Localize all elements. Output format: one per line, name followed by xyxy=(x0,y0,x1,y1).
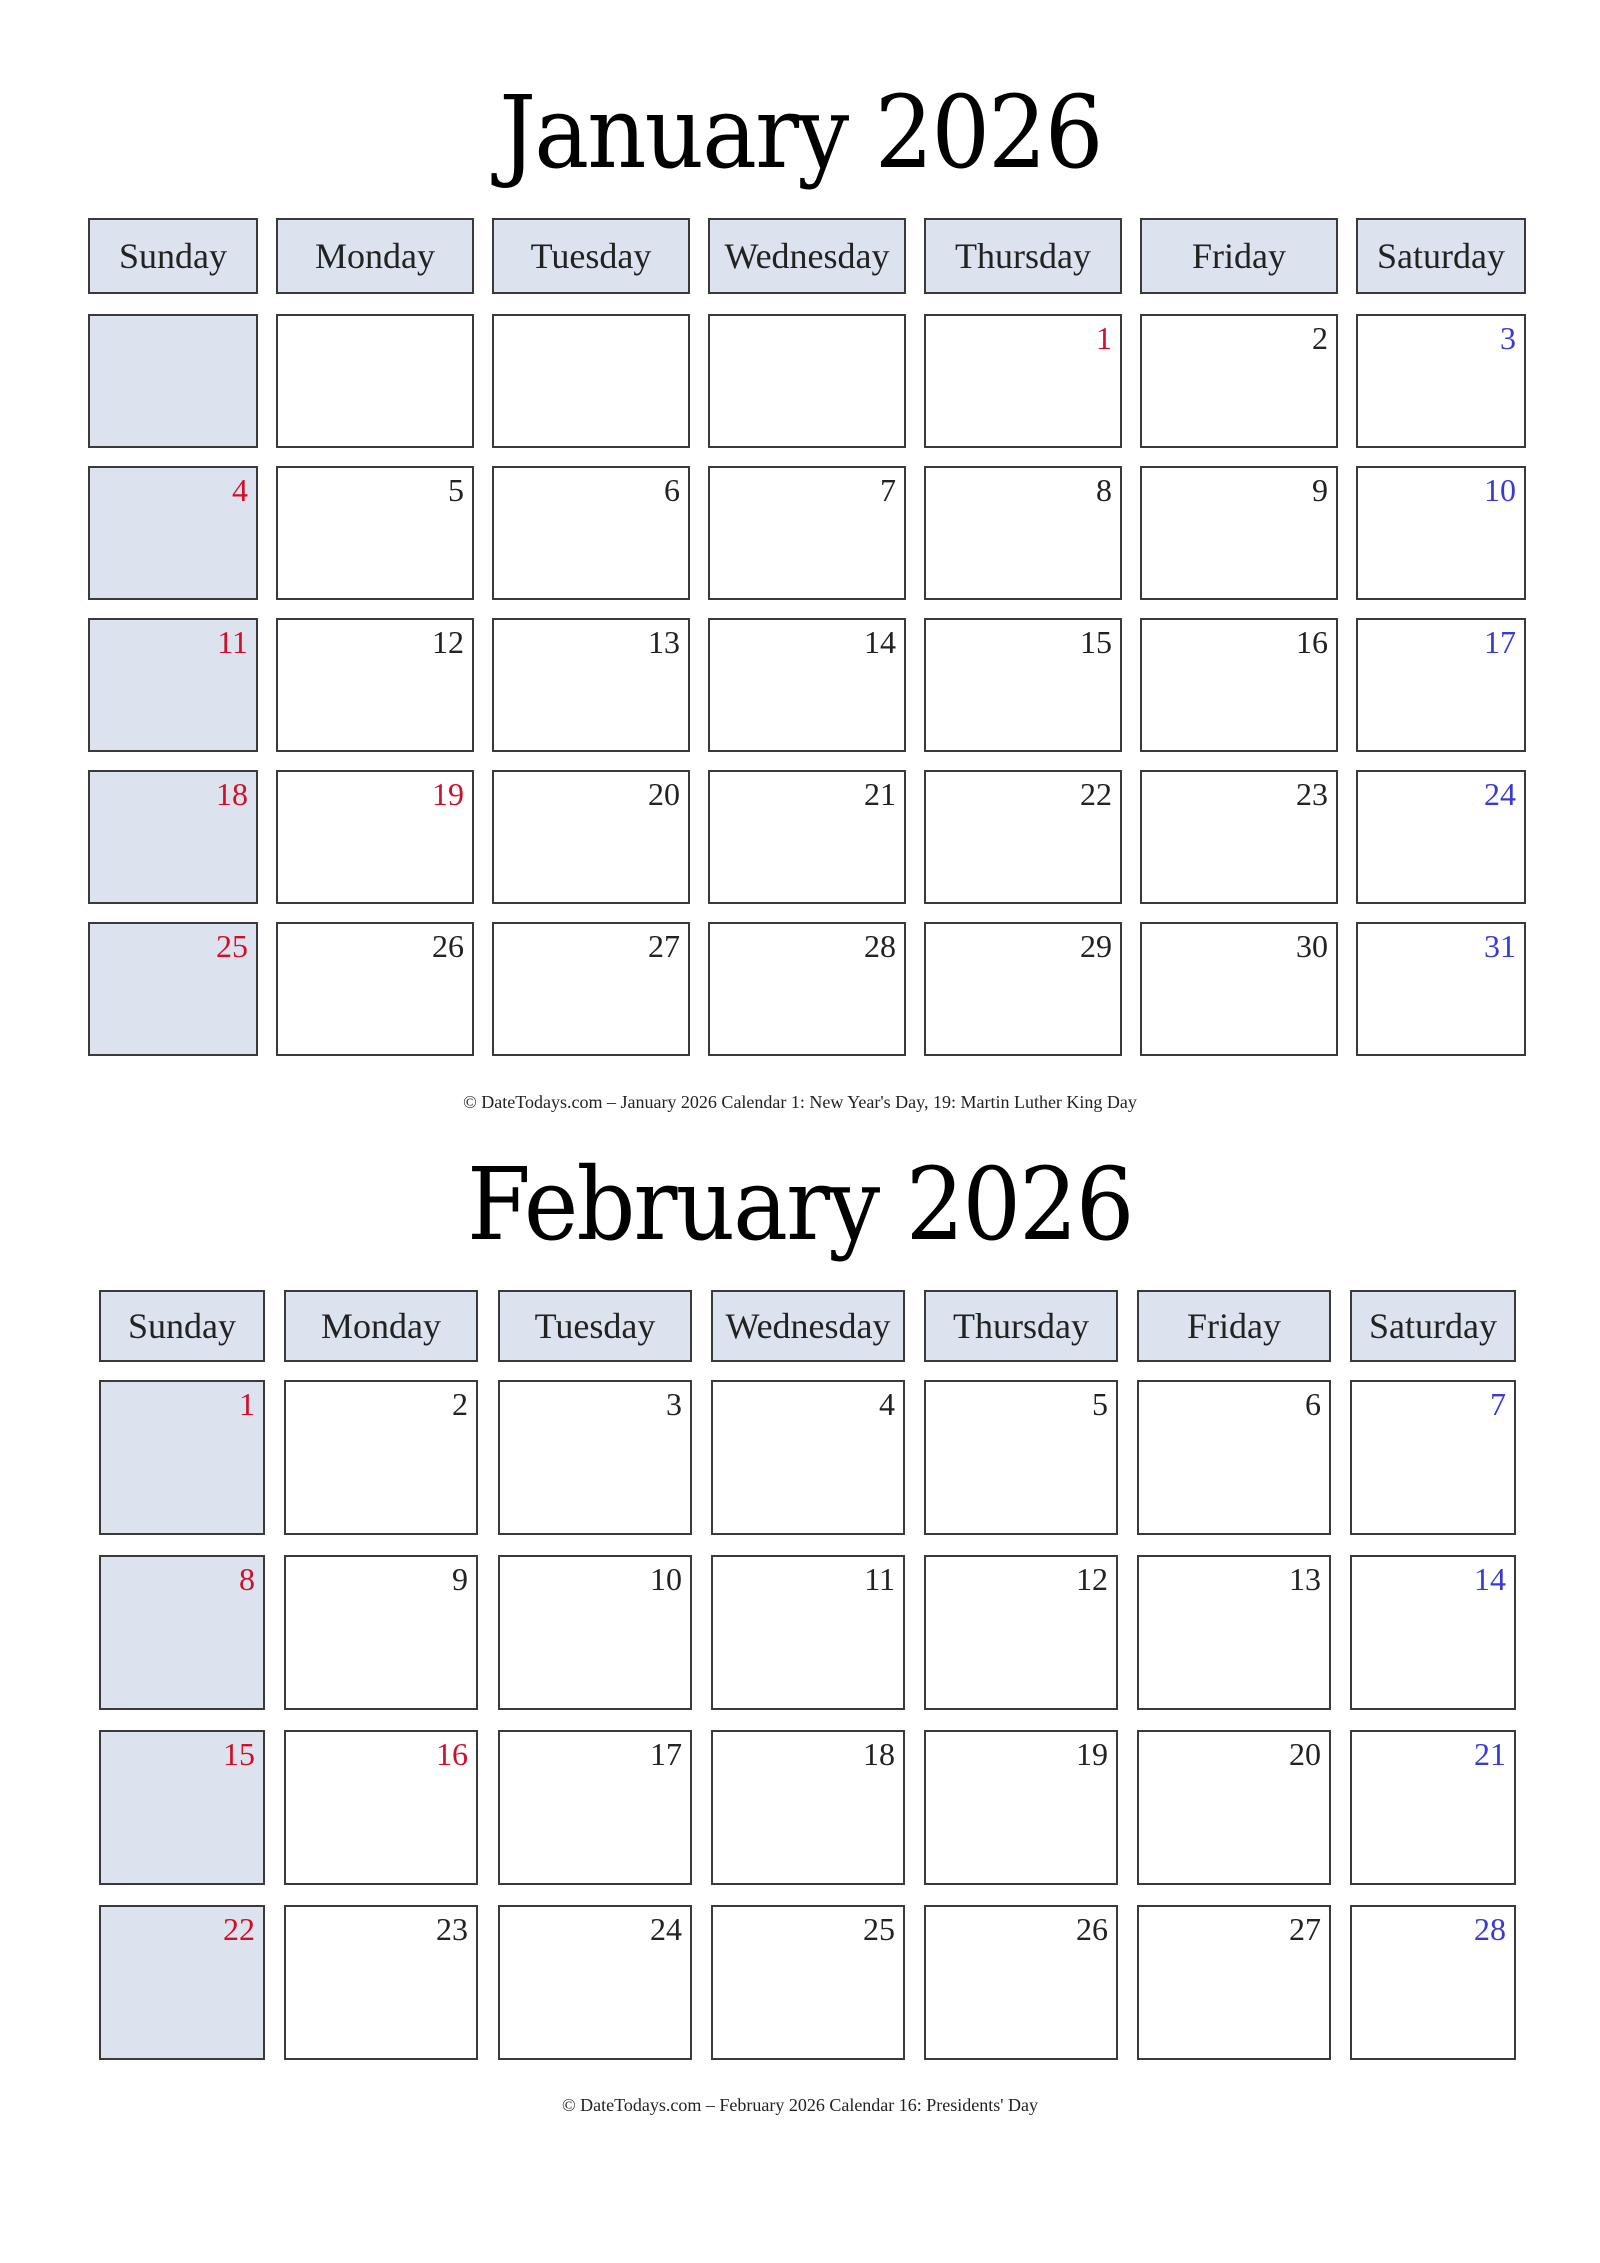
day-cell xyxy=(1140,770,1338,904)
day-cell xyxy=(708,314,906,448)
day-cell xyxy=(708,466,906,600)
day-cell xyxy=(1356,314,1526,448)
day-cell xyxy=(1356,770,1526,904)
weekday-header-monday: Monday xyxy=(276,218,474,294)
day-number: 19 xyxy=(1076,1736,1108,1772)
day-number: 25 xyxy=(216,928,248,964)
day-cell xyxy=(1137,1905,1331,2060)
day-number: 4 xyxy=(879,1386,895,1422)
day-number: 19 xyxy=(432,776,464,812)
day-number: 29 xyxy=(1080,928,1112,964)
day-cell xyxy=(284,1730,478,1885)
day-number: 24 xyxy=(1484,776,1516,812)
day-cell xyxy=(492,922,690,1056)
day-cell xyxy=(498,1555,692,1710)
weekday-header-thursday: Thursday xyxy=(924,1290,1118,1362)
day-number: 11 xyxy=(217,624,248,660)
day-cell xyxy=(1140,922,1338,1056)
day-number: 28 xyxy=(1474,1911,1506,1947)
day-cell xyxy=(99,1730,265,1885)
day-number: 22 xyxy=(223,1911,255,1947)
day-number: 30 xyxy=(1296,928,1328,964)
day-number: 13 xyxy=(1289,1561,1321,1597)
day-cell xyxy=(1350,1380,1516,1535)
weekday-header-tuesday: Tuesday xyxy=(492,218,690,294)
day-number: 7 xyxy=(1490,1386,1506,1422)
day-cell xyxy=(276,770,474,904)
weekday-header-wednesday: Wednesday xyxy=(711,1290,905,1362)
day-number: 10 xyxy=(1484,472,1516,508)
day-number: 4 xyxy=(232,472,248,508)
day-cell xyxy=(924,314,1122,448)
day-cell xyxy=(711,1555,905,1710)
day-number: 6 xyxy=(1305,1386,1321,1422)
month-title-text: January 2026 xyxy=(498,74,1102,191)
day-cell xyxy=(924,1730,1118,1885)
weekday-header-friday: Friday xyxy=(1140,218,1338,294)
weekday-header-tuesday: Tuesday xyxy=(498,1290,692,1362)
day-cell xyxy=(1140,618,1338,752)
day-number: 20 xyxy=(648,776,680,812)
day-cell xyxy=(88,466,258,600)
day-number: 1 xyxy=(1096,320,1112,356)
weekday-header-saturday: Saturday xyxy=(1350,1290,1516,1362)
day-number: 25 xyxy=(863,1911,895,1947)
weekday-header-saturday: Saturday xyxy=(1356,218,1526,294)
day-cell xyxy=(1350,1730,1516,1885)
day-cell xyxy=(924,1905,1118,2060)
day-number: 23 xyxy=(1296,776,1328,812)
day-number: 24 xyxy=(650,1911,682,1947)
day-number: 12 xyxy=(432,624,464,660)
day-cell xyxy=(708,922,906,1056)
calendar-footnote: © DateTodays.com – January 2026 Calendar 1: New Year's Day, 19: Martin Luther King Day xyxy=(463,1092,1137,1112)
day-number: 6 xyxy=(664,472,680,508)
day-number: 8 xyxy=(239,1561,255,1597)
day-number: 28 xyxy=(864,928,896,964)
weekday-header-thursday: Thursday xyxy=(924,218,1122,294)
day-cell xyxy=(1137,1555,1331,1710)
day-number: 3 xyxy=(1500,320,1516,356)
day-cell xyxy=(1137,1730,1331,1885)
day-number: 18 xyxy=(216,776,248,812)
day-number: 26 xyxy=(432,928,464,964)
day-cell xyxy=(99,1380,265,1535)
day-number: 15 xyxy=(1080,624,1112,660)
day-number: 20 xyxy=(1289,1736,1321,1772)
day-number: 3 xyxy=(666,1386,682,1422)
weekday-header-friday: Friday xyxy=(1137,1290,1331,1362)
day-cell xyxy=(1350,1905,1516,2060)
day-number: 14 xyxy=(1474,1561,1506,1597)
day-number: 17 xyxy=(1484,624,1516,660)
day-number: 21 xyxy=(864,776,896,812)
day-cell xyxy=(1140,466,1338,600)
day-number: 16 xyxy=(1296,624,1328,660)
day-number: 11 xyxy=(864,1561,895,1597)
day-cell xyxy=(924,466,1122,600)
day-cell xyxy=(924,618,1122,752)
weekday-header-sunday: Sunday xyxy=(88,218,258,294)
day-number: 1 xyxy=(239,1386,255,1422)
weekday-header-sunday: Sunday xyxy=(99,1290,265,1362)
day-cell xyxy=(88,618,258,752)
day-cell xyxy=(711,1730,905,1885)
day-cell xyxy=(1140,314,1338,448)
day-cell xyxy=(711,1905,905,2060)
day-cell xyxy=(492,770,690,904)
day-number: 8 xyxy=(1096,472,1112,508)
day-cell xyxy=(498,1380,692,1535)
day-number: 15 xyxy=(223,1736,255,1772)
day-cell xyxy=(924,922,1122,1056)
day-cell xyxy=(708,618,906,752)
day-cell xyxy=(284,1905,478,2060)
day-number: 31 xyxy=(1484,928,1516,964)
day-cell xyxy=(492,618,690,752)
day-cell xyxy=(711,1380,905,1535)
day-cell xyxy=(276,466,474,600)
day-number: 18 xyxy=(863,1736,895,1772)
day-number: 21 xyxy=(1474,1736,1506,1772)
day-number: 7 xyxy=(880,472,896,508)
weekday-header-wednesday: Wednesday xyxy=(708,218,906,294)
day-cell xyxy=(924,1555,1118,1710)
weekday-header-monday: Monday xyxy=(284,1290,478,1362)
day-cell xyxy=(492,314,690,448)
day-number: 5 xyxy=(448,472,464,508)
day-cell xyxy=(492,466,690,600)
day-cell xyxy=(99,1905,265,2060)
day-cell xyxy=(1356,922,1526,1056)
day-cell xyxy=(498,1730,692,1885)
day-cell xyxy=(276,314,474,448)
day-number: 5 xyxy=(1092,1386,1108,1422)
day-cell xyxy=(1350,1555,1516,1710)
calendar-footnote: © DateTodays.com – February 2026 Calendar 16: Presidents' Day xyxy=(561,2095,1039,2115)
day-number: 27 xyxy=(1289,1911,1321,1947)
month-title xyxy=(0,1146,1600,1263)
day-number: 27 xyxy=(648,928,680,964)
day-number: 2 xyxy=(452,1386,468,1422)
day-cell xyxy=(276,922,474,1056)
day-cell xyxy=(1137,1380,1331,1535)
day-number: 22 xyxy=(1080,776,1112,812)
day-cell xyxy=(1356,618,1526,752)
day-number: 2 xyxy=(1312,320,1328,356)
day-number: 17 xyxy=(650,1736,682,1772)
day-number: 10 xyxy=(650,1561,682,1597)
day-cell xyxy=(498,1905,692,2060)
day-cell xyxy=(99,1555,265,1710)
month-title-text: February 2026 xyxy=(467,1146,1133,1263)
day-number: 16 xyxy=(436,1736,468,1772)
day-cell xyxy=(88,922,258,1056)
day-cell xyxy=(924,1380,1118,1535)
day-number: 13 xyxy=(648,624,680,660)
day-number: 9 xyxy=(452,1561,468,1597)
day-number: 23 xyxy=(436,1911,468,1947)
day-cell xyxy=(1356,466,1526,600)
month-title xyxy=(0,74,1600,191)
day-cell xyxy=(284,1380,478,1535)
day-cell xyxy=(924,770,1122,904)
day-number: 26 xyxy=(1076,1911,1108,1947)
day-cell xyxy=(276,618,474,752)
day-cell xyxy=(88,314,258,448)
day-number: 14 xyxy=(864,624,896,660)
day-cell xyxy=(88,770,258,904)
day-number: 9 xyxy=(1312,472,1328,508)
day-cell xyxy=(708,770,906,904)
day-cell xyxy=(284,1555,478,1710)
day-number: 12 xyxy=(1076,1561,1108,1597)
